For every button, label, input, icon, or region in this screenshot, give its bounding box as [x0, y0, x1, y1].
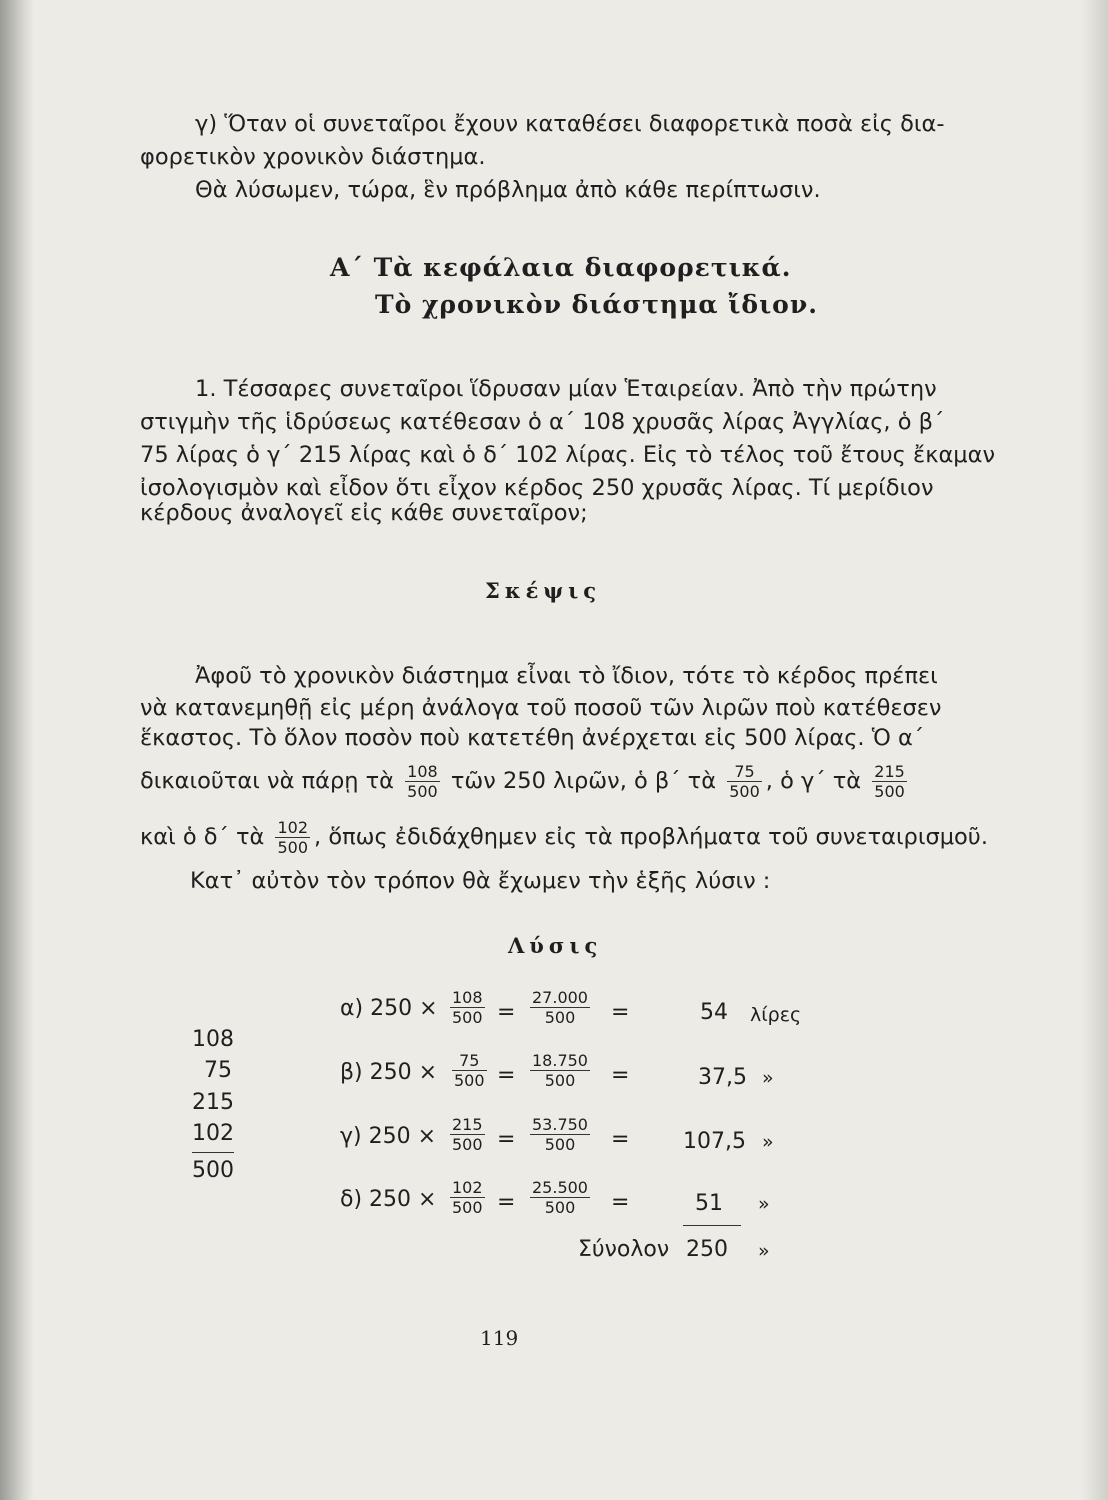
- solution-c-rnum: 53.750: [532, 1115, 588, 1134]
- reasoning-line-4-part-2: τῶν 250 λιρῶν, ὁ β΄ τὰ: [450, 768, 717, 794]
- solution-c-fnum: 215: [452, 1115, 483, 1134]
- solution-c-label: γ) 250 ×: [340, 1124, 437, 1149]
- fraction-c: [872, 762, 907, 801]
- skepsis-heading: Σκέψις: [485, 578, 602, 603]
- solution-b-fden: 500: [454, 1071, 485, 1090]
- intro-line-1: γ) Ὅταν οἱ συνεταῖροι ἔχουν καταθέσει διαφορετικὰ ποσὰ εἰς δια-: [195, 111, 945, 137]
- fraction-b-den: 500: [729, 782, 760, 801]
- solution-d-fnum: 102: [452, 1178, 483, 1197]
- reasoning-line-4-part-3: , ὁ γ΄ τὰ: [765, 768, 862, 794]
- side-sum-value-1: 108: [192, 1027, 234, 1052]
- solution-d-label: δ) 250 ×: [340, 1187, 437, 1212]
- page-number: 119: [480, 1326, 519, 1350]
- solution-a-fnum: 108: [452, 988, 483, 1007]
- page-gutter-shadow: [0, 0, 34, 1500]
- solution-c-rden: 500: [544, 1135, 576, 1154]
- solution-b-result: 37,5: [698, 1065, 747, 1090]
- reasoning-line-3: ἕκαστος. Τὸ ὅλον ποσὸν ποὺ κατετέθη ἀνέρχεται εἰς 500 λίρας. Ὁ α΄: [140, 725, 925, 751]
- solution-c-result-fraction: [530, 1115, 590, 1154]
- total-label: Σύνολον: [578, 1237, 670, 1262]
- problem-line-1: 1. Τέσσαρες συνεταῖροι ἵδρυσαν μίαν Ἑταιρείαν. Ἀπὸ τὴν πρώτην: [195, 376, 937, 402]
- solution-b-rnum: 18.750: [532, 1051, 588, 1070]
- solution-b-unit: »: [762, 1067, 774, 1089]
- solution-c-result: 107,5: [683, 1129, 746, 1154]
- solution-row-d: [340, 1187, 436, 1212]
- solution-c-unit: »: [762, 1131, 774, 1153]
- solution-d-fden: 500: [452, 1198, 483, 1217]
- reasoning-line-5-part-2: , ὅπως ἐδιδάχθημεν εἰς τὰ προβλήματα τοῦ συνεταιρισμοῦ.: [314, 824, 988, 850]
- reasoning-line-5-part-1: καὶ ὁ δ΄ τὰ: [140, 824, 265, 850]
- solution-a-eq2: =: [611, 1000, 630, 1025]
- solution-a-fden: 500: [452, 1008, 483, 1027]
- reasoning-line-2: νὰ κατανεμηθῇ εἰς μέρη ἀνάλογα τοῦ ποσοῦ τῶν λιρῶν ποὺ κατέθεσεν: [140, 695, 942, 721]
- solution-row-b: [340, 1060, 437, 1085]
- solution-b-label: β) 250 ×: [340, 1060, 438, 1085]
- reasoning-line-6: Κατ᾽ αὐτὸν τὸν τρόπον θὰ ἔχωμεν τὴν ἑξῆς λύσιν :: [190, 868, 771, 894]
- fraction-b: [727, 762, 762, 801]
- fraction-a: [405, 762, 440, 801]
- solution-d-unit: »: [758, 1193, 770, 1215]
- solution-b-result-fraction: [530, 1051, 590, 1090]
- side-sum-value-3: 215: [192, 1090, 234, 1115]
- fraction-d: [275, 818, 310, 857]
- solution-b-fraction: [452, 1051, 487, 1090]
- reasoning-line-5: [140, 818, 988, 857]
- solution-row-c: [340, 1124, 436, 1149]
- solution-d-result-fraction: [530, 1178, 590, 1217]
- fraction-c-den: 500: [874, 782, 905, 801]
- side-sum-value-2: 75: [204, 1058, 232, 1083]
- solution-a-unit: λίρες: [750, 1004, 802, 1026]
- section-heading-line-1: Α΄ Τὰ κεφάλαια διαφορετικά.: [330, 253, 792, 282]
- solution-a-eq: =: [497, 1000, 516, 1025]
- reasoning-line-4: [140, 762, 911, 801]
- solution-c-eq: =: [497, 1127, 516, 1152]
- fraction-a-den: 500: [407, 782, 438, 801]
- side-sum-value-4: 102: [192, 1121, 234, 1146]
- solution-a-label: α) 250 ×: [340, 996, 438, 1021]
- solution-a-fraction: [450, 988, 485, 1027]
- fraction-d-num: 102: [277, 818, 309, 837]
- intro-line-3: Θὰ λύσωμεν, τώρα, ἓν πρόβλημα ἀπὸ κάθε περίπτωσιν.: [195, 177, 821, 203]
- solution-c-fraction: [450, 1115, 485, 1154]
- problem-line-4: ἰσολογισμὸν καὶ εἶδον ὅτι εἶχον κέρδος 250 χρυσᾶς λίρας. Τί μερίδιον: [140, 475, 934, 501]
- fraction-c-num: 215: [874, 762, 905, 781]
- solution-a-rden: 500: [544, 1008, 576, 1027]
- fraction-a-num: 108: [407, 762, 438, 781]
- solution-b-eq: =: [497, 1063, 516, 1088]
- total-value: 250: [686, 1237, 728, 1262]
- lysis-heading: Λύσις: [508, 933, 603, 958]
- problem-line-2: στιγμὴν τῆς ἱδρύσεως κατέθεσαν ὁ α΄ 108 χρυσᾶς λίρας Ἀγγλίας, ὁ β΄: [140, 409, 945, 435]
- page-edge: [1082, 0, 1108, 1500]
- solution-a-result: 54: [700, 1000, 728, 1025]
- solution-d-rnum: 25.500: [532, 1178, 588, 1197]
- solution-b-rden: 500: [544, 1071, 576, 1090]
- reasoning-line-4-part-1: δικαιοῦται νὰ πάρῃ τὰ: [140, 768, 395, 794]
- intro-line-2: φορετικὸν χρονικὸν διάστημα.: [140, 144, 486, 170]
- solution-a-rnum: 27.000: [532, 988, 588, 1007]
- fraction-b-num: 75: [727, 762, 762, 782]
- solution-d-eq2: =: [611, 1190, 630, 1215]
- section-heading-line-2: Τὸ χρονικὸν διάστημα ἴδιον.: [375, 290, 818, 319]
- solution-row-a: [340, 996, 438, 1021]
- solution-d-eq: =: [497, 1190, 516, 1215]
- solution-c-eq2: =: [611, 1127, 630, 1152]
- solution-d-fraction: [450, 1178, 485, 1217]
- side-sum-total: 500: [192, 1158, 234, 1183]
- fraction-d-den: 500: [277, 838, 309, 857]
- solution-c-fden: 500: [452, 1135, 483, 1154]
- total-unit: »: [758, 1240, 770, 1262]
- solution-a-result-fraction: [530, 988, 590, 1027]
- solution-d-result: 51: [695, 1191, 723, 1216]
- reasoning-line-1: Ἀφοῦ τὸ χρονικὸν διάστημα εἶναι τὸ ἴδιον, τότε τὸ κέρδος πρέπει: [195, 663, 938, 689]
- side-sum-rule: [192, 1152, 234, 1153]
- solution-d-rden: 500: [544, 1198, 576, 1217]
- solution-b-eq2: =: [611, 1063, 630, 1088]
- problem-line-3: 75 λίρας ὁ γ΄ 215 λίρας καὶ ὁ δ΄ 102 λίρας. Εἰς τὸ τέλος τοῦ ἔτους ἔκαμαν: [140, 442, 996, 468]
- problem-line-5: κέρδους ἀναλογεῖ εἰς κάθε συνεταῖρον;: [140, 500, 588, 526]
- total-rule: [683, 1225, 741, 1226]
- solution-b-fnum: 75: [452, 1051, 487, 1071]
